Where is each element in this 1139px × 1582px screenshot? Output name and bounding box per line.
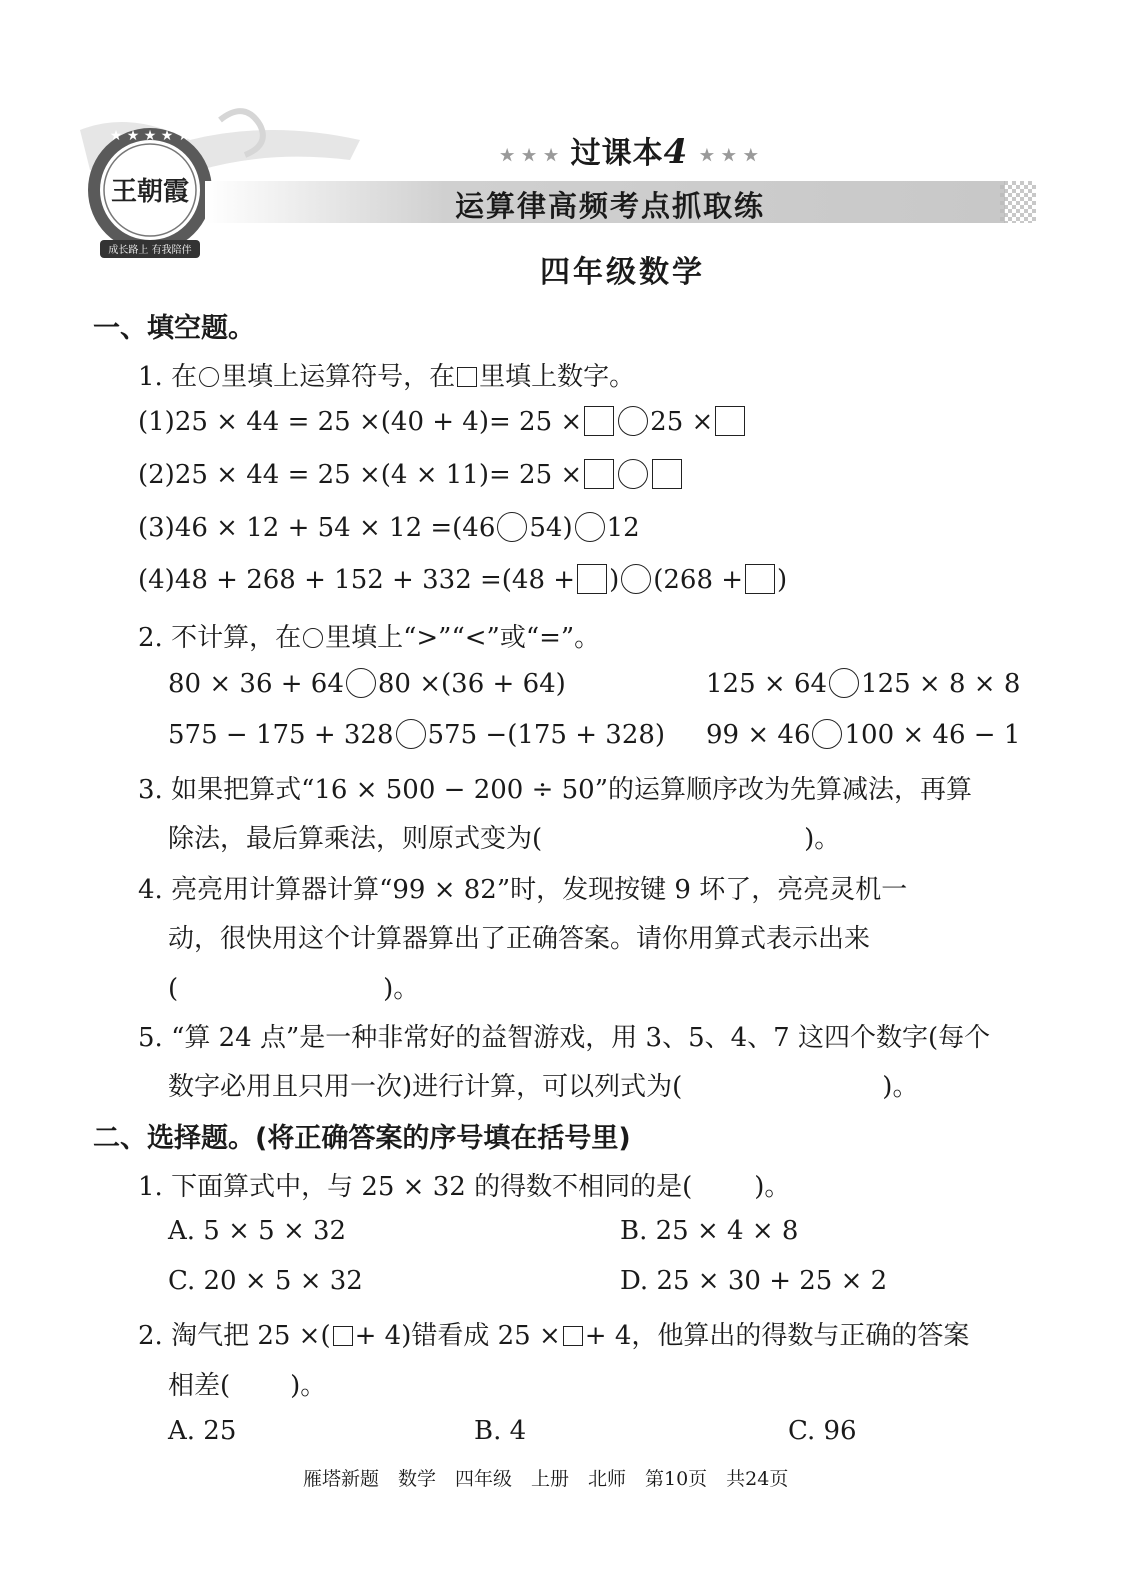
- answer-box[interactable]: [584, 406, 614, 436]
- text: ): [609, 565, 620, 595]
- compare-d: [706, 719, 1020, 750]
- text: )。: [804, 824, 841, 854]
- answer-circle[interactable]: [497, 512, 527, 542]
- page-subtitle: 四年级数学: [540, 255, 705, 290]
- option-b[interactable]: B. 4: [474, 1416, 527, 1446]
- text: 里填上数字。: [479, 362, 636, 392]
- text: 数字必用且只用一次)进行计算，可以列式为(: [168, 1072, 683, 1102]
- text: )。: [882, 1072, 919, 1102]
- text: 2. 淘气把 25 ×(: [138, 1321, 331, 1351]
- star-icon: ★ ★ ★: [500, 145, 560, 165]
- text: 54): [529, 513, 573, 543]
- text: (3)46 × 12 + 54 × 12 =(46: [138, 513, 496, 543]
- question-1-part-4: [138, 564, 787, 595]
- compare-b: [706, 668, 1020, 699]
- circle-symbol: [303, 628, 323, 648]
- choice-question-2-line-2: [168, 1365, 326, 1402]
- svg-text:★ ★ ★ ★ ★: ★ ★ ★ ★ ★: [109, 128, 191, 144]
- text: 25 ×: [650, 407, 714, 437]
- text: (2)25 × 44 = 25 ×(4 × 11)= 25 ×: [138, 460, 583, 490]
- text: 125 × 8 × 8: [861, 669, 1021, 699]
- text: (1)25 × 44 = 25 ×(40 + 4)= 25 ×: [138, 407, 583, 437]
- section-title-choice: 二、选择题。(将正确答案的序号填在括号里): [93, 1123, 631, 1154]
- answer-circle[interactable]: [575, 512, 605, 542]
- compare-c: [168, 719, 665, 750]
- logo-motto: 成长路上 有我陪伴: [108, 245, 192, 256]
- text: 80 ×(36 + 64): [377, 669, 566, 699]
- text: (: [168, 974, 179, 1004]
- section-title-fill-blank: 一、填空题。: [93, 313, 255, 344]
- answer-box[interactable]: [715, 406, 745, 436]
- text: 99 × 46: [706, 720, 811, 750]
- question-2-stem: [138, 617, 600, 654]
- star-icon: ★ ★ ★: [699, 145, 759, 165]
- answer-circle[interactable]: [812, 719, 842, 749]
- text: 575 − 175 + 328: [168, 720, 394, 750]
- answer-circle[interactable]: [829, 668, 859, 698]
- question-1-stem: [138, 356, 635, 393]
- box-symbol: [333, 1326, 353, 1346]
- text: + 4，他算出的得数与正确的答案: [584, 1321, 970, 1351]
- question-4-line-1: 4. 亮亮用计算器计算“99 × 82”时，发现按键 9 坏了，亮亮灵机一: [138, 875, 908, 905]
- text: 125 × 64: [706, 669, 828, 699]
- text: 除法，最后算乘法，则原式变为(: [168, 824, 543, 854]
- series-title-text: 过课本: [570, 136, 664, 171]
- series-number: 4: [663, 132, 689, 172]
- box-symbol: [563, 1326, 583, 1346]
- series-title: [500, 128, 759, 172]
- option-a[interactable]: A. 5 × 5 × 32: [168, 1216, 347, 1246]
- option-b[interactable]: B. 25 × 4 × 8: [620, 1216, 799, 1246]
- choice-question-2-stem: [138, 1315, 969, 1352]
- text: )。: [754, 1172, 791, 1202]
- answer-box[interactable]: [652, 459, 682, 489]
- text: 2. 不计算，在: [138, 623, 302, 653]
- answer-circle[interactable]: [346, 668, 376, 698]
- question-5-line-2: [168, 1066, 918, 1103]
- question-3-line-1: 3. 如果把算式“16 × 500 − 200 ÷ 50”的运算顺序改为先算减法，再算: [138, 775, 973, 805]
- text: (268 +: [653, 565, 744, 595]
- question-1-part-3: [138, 512, 640, 543]
- question-4-line-3: [168, 968, 419, 1005]
- choice-question-1-stem: [138, 1166, 790, 1203]
- answer-box[interactable]: [745, 564, 775, 594]
- text: (4)48 + 268 + 152 + 332 =(48 +: [138, 565, 576, 595]
- box-symbol: [457, 367, 477, 387]
- banner-title: 运算律高频考点抓取练: [455, 189, 766, 223]
- text: ): [777, 565, 788, 595]
- question-4-line-2: 动，很快用这个计算器算出了正确答案。请你用算式表示出来: [168, 924, 871, 954]
- text: + 4)错看成 25 ×: [354, 1321, 561, 1351]
- text: 575 −(175 + 328): [427, 720, 666, 750]
- text: 里填上运算符号，在: [221, 362, 456, 392]
- text: 相差(: [168, 1371, 231, 1401]
- text: 80 × 36 + 64: [168, 669, 344, 699]
- answer-circle[interactable]: [618, 406, 648, 436]
- answer-box[interactable]: [577, 564, 607, 594]
- question-1-part-1: [138, 406, 747, 437]
- answer-box[interactable]: [584, 459, 614, 489]
- text: )。: [383, 974, 420, 1004]
- text: 12: [606, 513, 640, 543]
- question-1-part-2: [138, 459, 684, 490]
- option-c[interactable]: C. 96: [788, 1416, 857, 1446]
- circle-symbol: [199, 367, 219, 387]
- compare-a: [168, 668, 566, 699]
- text: 100 × 46 − 1: [844, 720, 1021, 750]
- text: 里填上“>”“<”或“=”。: [325, 623, 601, 653]
- logo-text: 王朝霞: [110, 177, 190, 207]
- text: 1. 在: [138, 362, 198, 392]
- question-3-line-2: [168, 818, 840, 855]
- text: 1. 下面算式中，与 25 × 32 的得数不相同的是(: [138, 1172, 693, 1202]
- page-footer: 雁塔新题 数学 四年级 上册 北师 第10页 共24页: [303, 1468, 789, 1490]
- text: )。: [290, 1371, 327, 1401]
- answer-circle[interactable]: [396, 719, 426, 749]
- option-c[interactable]: C. 20 × 5 × 32: [168, 1266, 363, 1296]
- answer-circle[interactable]: [621, 564, 651, 594]
- question-5-line-1: 5. “算 24 点”是一种非常好的益智游戏，用 3、5、4、7 这四个数字(每个: [138, 1023, 991, 1053]
- banner-decoration: [1000, 181, 1036, 223]
- answer-circle[interactable]: [618, 459, 648, 489]
- option-d[interactable]: D. 25 × 30 + 25 × 2: [620, 1266, 888, 1296]
- option-a[interactable]: A. 25: [168, 1416, 237, 1446]
